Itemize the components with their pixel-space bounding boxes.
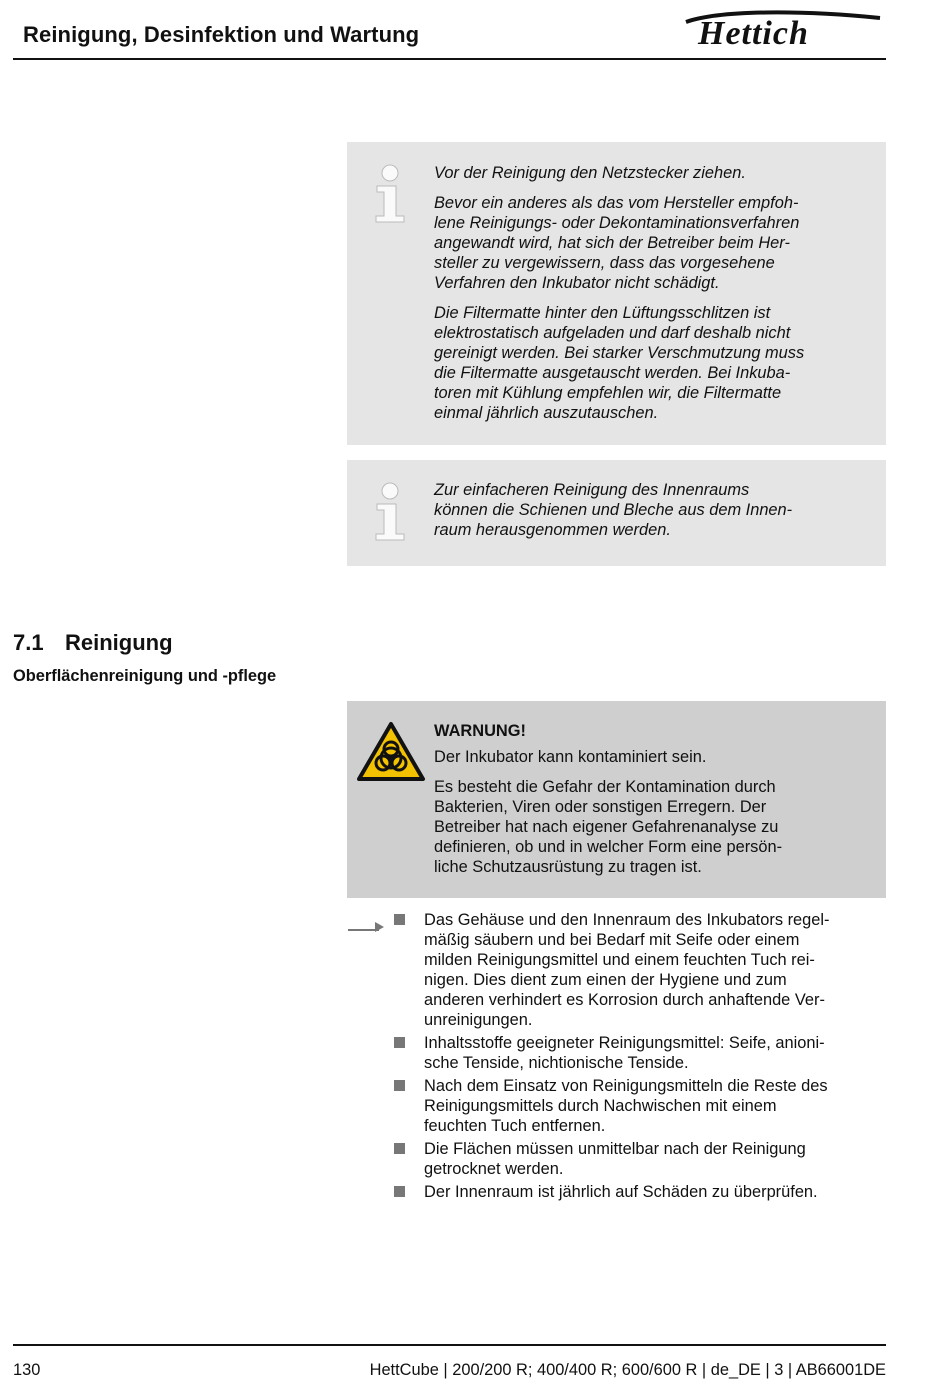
info-paragraph: Vor der Reinigung den Netzstecker ziehen.	[434, 164, 746, 182]
biohazard-warning-icon	[356, 721, 426, 783]
subsection-heading: Oberflächenreinigung und -pflege	[13, 667, 277, 685]
info-paragraph: Bevor ein anderes als das vom Hersteller empfoh- lene Reinigungs- oder Dekontaminationsverfahren angewandt wird, hat sich der Betreiber beim Her- steller zu vergewissern, dass das vorgesehene Verfahren den Inkubator nicht schädigt.	[434, 194, 800, 292]
document-reference: HettCube | 200/200 R; 400/400 R; 600/600 R | de_DE | 3 | AB66001DE	[369, 1361, 886, 1379]
info-icon	[372, 164, 408, 224]
list-item	[394, 1182, 880, 1202]
info-icon	[372, 482, 408, 542]
list-item	[394, 1076, 880, 1136]
list-item-text: Nach dem Einsatz von Reinigungsmitteln die Reste des Reinigungsmittels durch Nachwischen mit einem feuchten Tuch entfernen.	[424, 1077, 828, 1135]
header-rule	[13, 58, 886, 60]
warning-paragraph: Der Inkubator kann kontaminiert sein.	[434, 748, 707, 766]
svg-text:Hettich: Hettich	[698, 15, 809, 48]
info-paragraph: Zur einfacheren Reinigung des Innenraums können die Schienen und Bleche aus dem Innen- raum herausgenommen werden.	[434, 481, 793, 539]
section-number: 7.1	[13, 630, 44, 655]
bullet-square-icon	[394, 1143, 405, 1154]
hettich-logo	[680, 8, 885, 48]
bullet-square-icon	[394, 1186, 405, 1197]
footer-rule	[13, 1344, 886, 1346]
warning-paragraph: Es besteht die Gefahr der Kontamination durch Bakterien, Viren oder sonstigen Erregern. Der Betreiber hat nach eigener Gefahrenanalyse zu definieren, ob und in welcher Form eine persön- liche Schutzausrüstung zu tragen ist.	[434, 778, 783, 876]
list-item	[394, 910, 880, 1030]
page-header-title: Reinigung, Desinfektion und Wartung	[23, 22, 420, 47]
list-item	[394, 1139, 880, 1179]
info-box	[347, 142, 886, 445]
info-paragraph: Die Filtermatte hinter den Lüftungsschlitzen ist elektrostatisch aufgeladen und darf deshalb nicht gereinigt werden. Bei starker Verschmutzung muss die Filtermatte ausgetauscht werden. Bei Inkuba- toren mit Kühlung empfehlen wir, die Filtermatte einmal jährlich auszutauschen.	[434, 304, 805, 422]
bullet-square-icon	[394, 914, 405, 925]
info-box	[347, 460, 886, 566]
warning-box	[347, 701, 886, 898]
list-item-text: Das Gehäuse und den Innenraum des Inkubators regel- mäßig säubern und bei Bedarf mit Seife oder einem milden Reinigungsmittel und einem feuchten Tuch rei- nigen. Dies dient zum einen der Hygiene und zum anderen verhindert es Korrosion durch anhaftende Ver- unreinigungen.	[424, 911, 830, 1029]
section-title: Reinigung	[65, 630, 173, 655]
instruction-list	[394, 910, 880, 1205]
bullet-square-icon	[394, 1080, 405, 1091]
bullet-square-icon	[394, 1037, 405, 1048]
list-item-text: Inhaltsstoffe geeigneter Reinigungsmittel: Seife, anioni- sche Tenside, nichtionische Tenside.	[424, 1034, 825, 1072]
list-item	[394, 1033, 880, 1073]
arrow-right-icon	[347, 915, 387, 935]
page-number: 130	[13, 1361, 41, 1379]
list-item-text: Der Innenraum ist jährlich auf Schäden zu überprüfen.	[424, 1183, 818, 1201]
list-item-text: Die Flächen müssen unmittelbar nach der Reinigung getrocknet werden.	[424, 1140, 806, 1178]
warning-heading: WARNUNG!	[434, 722, 526, 740]
section-heading	[13, 630, 173, 656]
